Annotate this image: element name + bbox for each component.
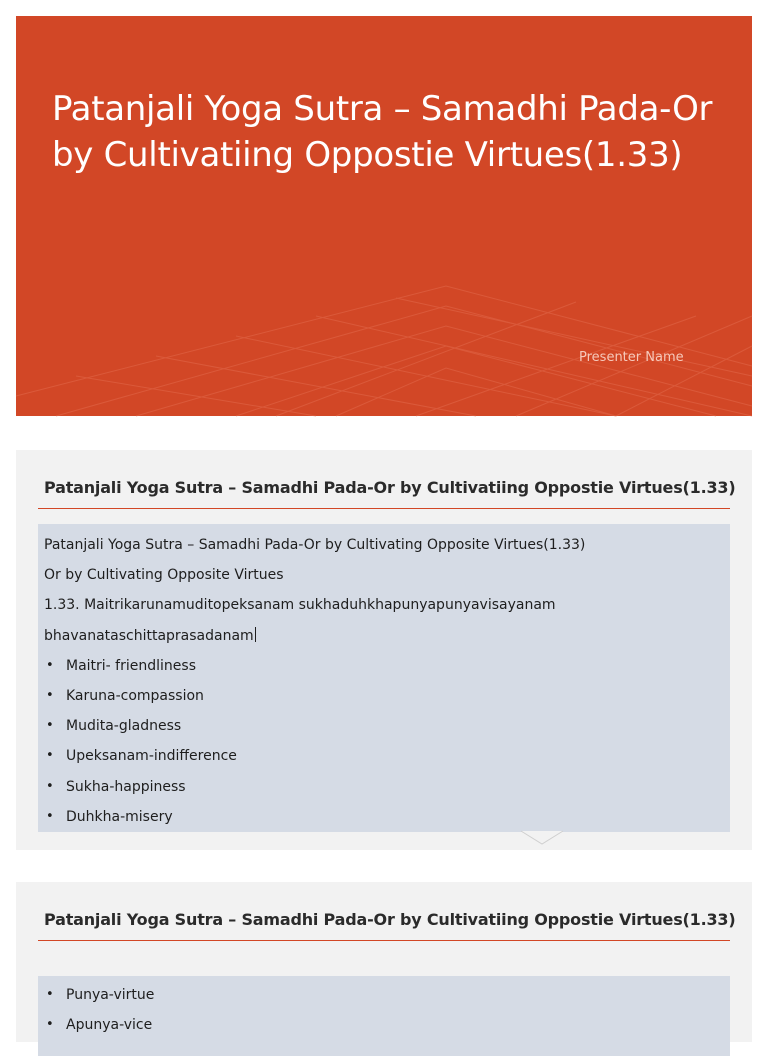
overflow-notch-icon	[521, 831, 563, 845]
heading-divider	[38, 940, 730, 941]
presenter-name: Presenter Name	[579, 350, 684, 365]
text-cursor	[255, 627, 256, 642]
list-item: • Sukha-happiness	[44, 776, 724, 806]
list-item: • Upeksanam-indifference	[44, 745, 724, 775]
list-item: • Duhkha-misery	[44, 806, 724, 836]
slide-heading: Patanjali Yoga Sutra – Samadhi Pada-Or by Cultivatiing Oppostie Virtues(1.33)	[44, 910, 736, 929]
heading-divider	[38, 508, 730, 509]
slide-heading: Patanjali Yoga Sutra – Samadhi Pada-Or by Cultivatiing Oppostie Virtues(1.33)	[44, 478, 736, 497]
content-slide-2	[16, 882, 752, 1042]
text-line: 1.33. Maitrikarunamuditopeksanam sukhaduhkhapunyapunyavisayanam	[44, 597, 556, 614]
text-line: bhavanataschittaprasadanam	[44, 627, 254, 644]
text-line: Patanjali Yoga Sutra – Samadhi Pada-Or by Cultivating Opposite Virtues(1.33)	[44, 537, 586, 553]
content-box[interactable]	[38, 524, 730, 832]
list-item: • Maitri- friendliness	[44, 655, 724, 685]
list-item: • Karuna-compassion	[44, 685, 724, 715]
title-slide	[16, 16, 752, 416]
list-item: • Apunya-vice	[44, 1014, 724, 1044]
slide-title: Patanjali Yoga Sutra – Samadhi Pada-Or by Cultivatiing Oppostie Virtues(1.33)	[52, 89, 713, 175]
content-box[interactable]	[38, 976, 730, 1056]
text-line-with-cursor	[44, 625, 724, 655]
content-slide-1	[16, 450, 752, 850]
list-item: • Mudita-gladness	[44, 715, 724, 745]
text-line: Or by Cultivating Opposite Virtues	[44, 567, 284, 584]
list-item: • Punya-virtue	[44, 984, 724, 1014]
